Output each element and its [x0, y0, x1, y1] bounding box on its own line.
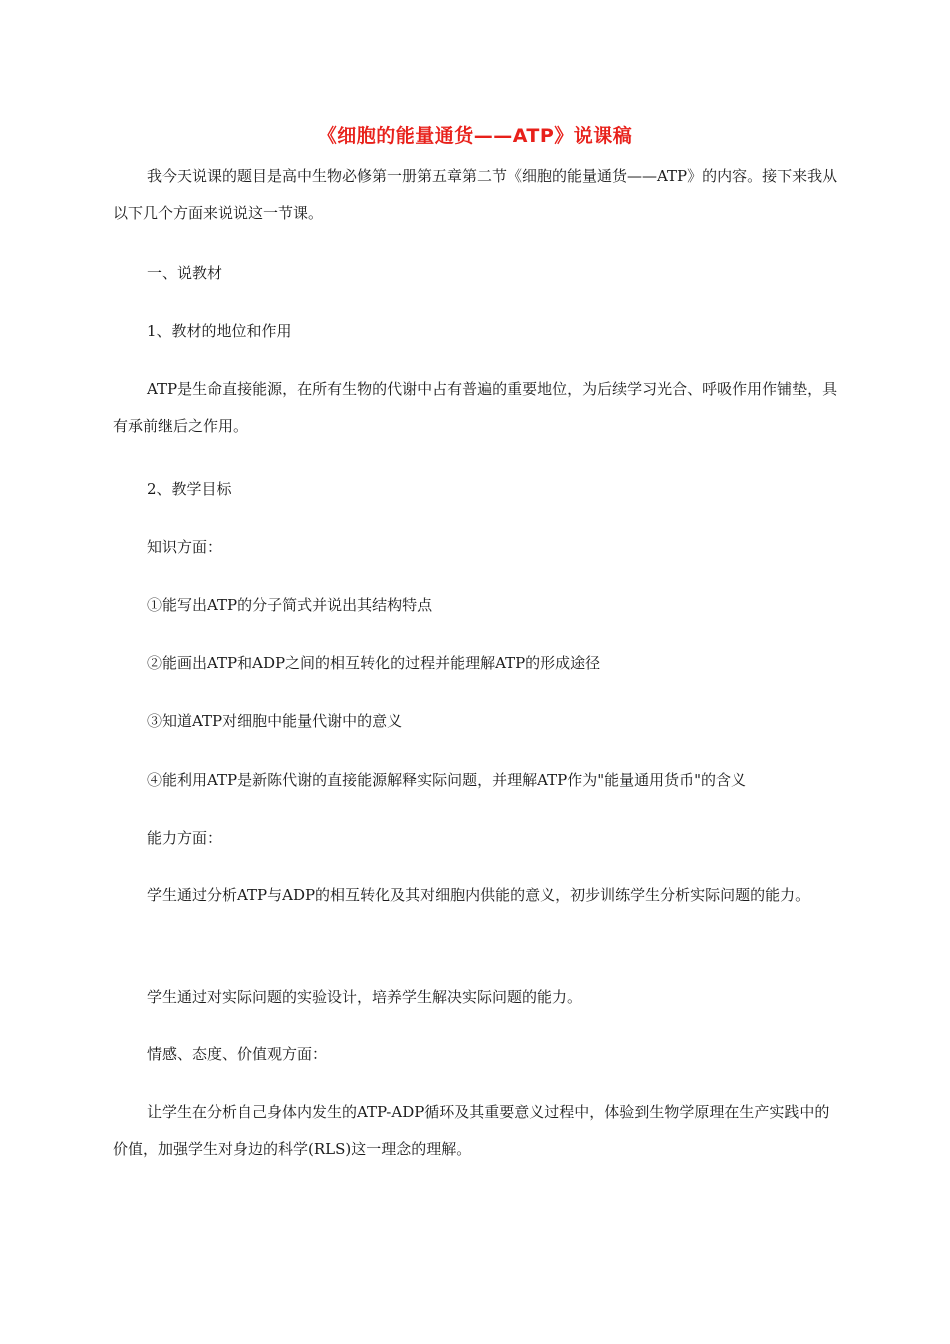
intro-paragraph: 我今天说课的题目是高中生物必修第一册第五章第二节《细胞的能量通货——ATP》的内容。接下来我从以下几个方面来说说这一节课。: [113, 167, 838, 222]
ability-heading: 能力方面：: [147, 829, 223, 847]
section-heading-textbook: 一、说教材: [147, 264, 223, 282]
knowledge-item-1: ①能写出ATP的分子简式并说出其结构特点: [147, 596, 433, 614]
subsection-heading-role: 1、教材的地位和作用: [147, 322, 292, 340]
emotion-paragraph: 让学生在分析自己身体内发生的ATP-ADP循环及其重要意义过程中，体验到生物学原理在生产实践中的价值，加强学生对身边的科学(RLS)这一理念的理解。: [113, 1103, 830, 1158]
ability-paragraph-1: 学生通过分析ATP与ADP的相互转化及其对细胞内供能的意义，初步训练学生分析实际问题的能力。: [147, 886, 811, 904]
knowledge-item-2: ②能画出ATP和ADP之间的相互转化的过程并能理解ATP的形成途径: [147, 654, 601, 672]
document-title: 《细胞的能量通货——ATP》说课稿: [317, 125, 633, 147]
ability-paragraph-2: 学生通过对实际问题的实验设计，培养学生解决实际问题的能力。: [147, 988, 583, 1006]
knowledge-item-3: ③知道ATP对细胞中能量代谢中的意义: [147, 712, 403, 730]
emotion-heading: 情感、态度、价值观方面：: [147, 1045, 328, 1063]
knowledge-item-4: ④能利用ATP是新陈代谢的直接能源解释实际问题，并理解ATP作为"能量通用货币"的含义: [147, 771, 747, 789]
knowledge-heading: 知识方面：: [147, 538, 223, 556]
subsection-heading-goals: 2、教学目标: [147, 480, 232, 498]
role-paragraph: ATP是生命直接能源，在所有生物的代谢中占有普遍的重要地位，为后续学习光合、呼吸作用作铺垫，具有承前继后之作用。: [113, 380, 838, 435]
